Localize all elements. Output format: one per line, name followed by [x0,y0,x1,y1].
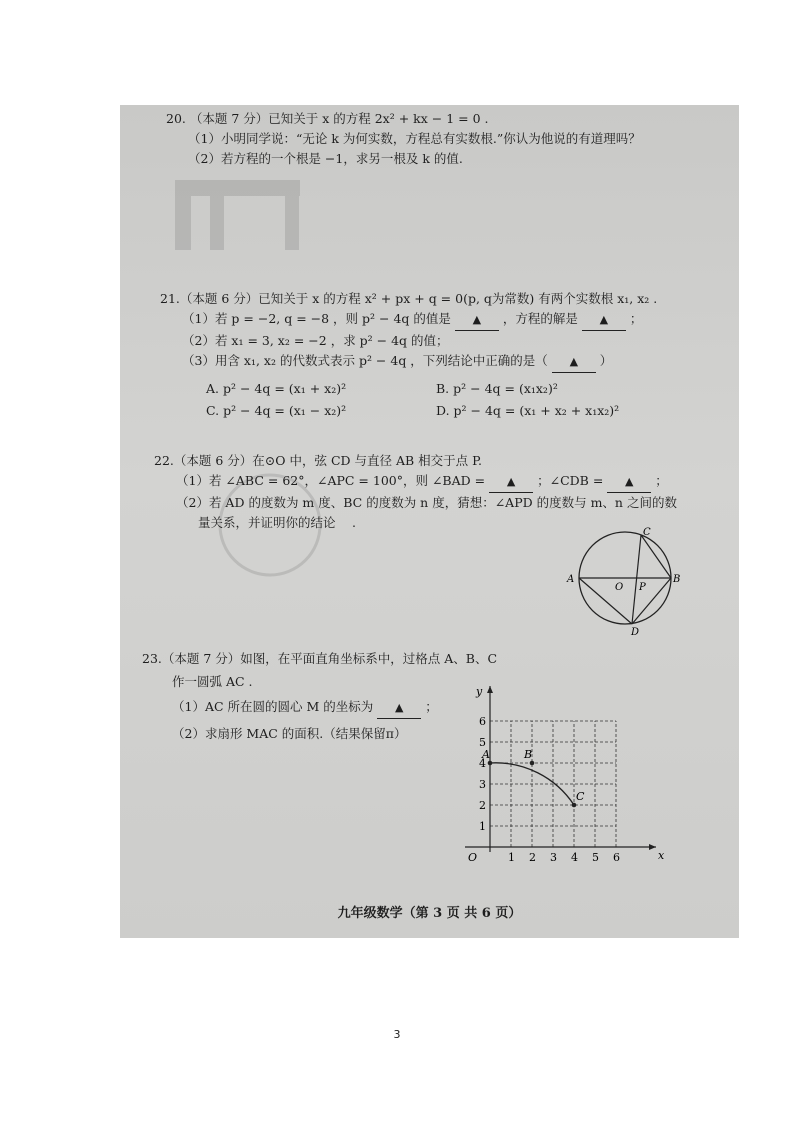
circle-figure [560,525,690,635]
point-label-a: A [482,748,490,761]
q21-part1-text-b: ，方程的解是 [502,311,578,326]
q21-part3 [160,351,657,373]
point-a [488,761,493,766]
page-footer: 九年级数学（第 3 页 共 6 页） [337,906,522,921]
q21-option-c: C. p² − 4q = (x₁ − x₂)² [206,403,347,418]
point-b [530,761,535,766]
question-22 [154,451,677,533]
q21-option-b: B. p² − 4q = (x₁x₂)² [436,381,558,396]
question-20 [166,109,641,169]
label-b: B [673,574,681,585]
chord-cd [632,535,641,624]
answer-blank[interactable] [455,309,499,331]
q23-part2: （2）求扇形 MAC 的面积.（结果保留π） [172,726,407,741]
x-axis-arrow [649,844,656,850]
q22-part1 [154,471,677,493]
answer-mark-icon: ▲ [569,355,579,368]
label-d: D [631,627,640,635]
q21-part1-end: ； [629,311,643,326]
y-tick-label: 6 [479,715,486,728]
q23-part1-end: ； [425,699,438,714]
answer-blank[interactable] [607,471,651,493]
label-a: A [567,574,575,585]
x-tick-label: 6 [613,851,620,864]
q21-part2: （2）若 x₁ = 3, x₂ = −2 ，求 p² − 4q 的值； [182,333,449,348]
label-p: P [639,582,646,593]
q21-part1 [160,309,657,331]
q22-title: 22.（本题 6 分）在⊙O 中，弦 CD 与直径 AB 相交于点 P. [154,453,482,468]
q22-part1-end: ； [655,473,668,488]
y-axis-arrow [487,686,493,693]
q23-line2: 作一圆弧 AC . [172,674,253,689]
q21-option-a: A. p² − 4q = (x₁ + x₂)² [206,381,347,396]
label-o: O [615,582,624,593]
y-tick-label: 3 [479,778,486,791]
q23-part1-text: （1）AC 所在圆的圆心 M 的坐标为 [172,699,374,714]
answer-blank[interactable] [377,697,421,719]
segment-cb [641,535,671,578]
answer-mark-icon: ▲ [625,475,634,488]
scanned-exam-page [120,105,739,938]
x-tick-label: 1 [508,851,515,864]
x-tick-label: 5 [592,851,599,864]
y-axis-label: y [476,685,483,698]
point-label-c: C [576,790,585,803]
q21-option-d: D. p² − 4q = (x₁ + x₂ + x₁x₂)² [436,403,620,418]
q22-part1-text-b: ；∠CDB = [537,473,604,488]
point-label-b: B [524,748,533,761]
q21-part3-end: ） [599,353,613,368]
x-tick-label: 3 [550,851,557,864]
y-tick-label: 5 [479,736,486,749]
q23-part1 [142,697,497,719]
q22-part1-text-a: （1）若 ∠ABC = 62°，∠APC = 100°，则 ∠BAD = [176,473,486,488]
x-tick-label: 2 [529,851,536,864]
origin-label: O [468,851,478,864]
y-tick-label: 2 [479,799,486,812]
question-23 [142,649,497,744]
coordinate-grid [460,677,670,877]
x-tick-label: 4 [571,851,578,864]
q20-title: 20. （本题 7 分）已知关于 x 的方程 2x² + kx − 1 = 0 . [166,111,489,126]
q20-part1: （1）小明同学说：“无论 k 为何实数，方程总有实数根.”你认为他说的有道理吗？ [188,131,641,146]
q21-title: 21.（本题 6 分）已知关于 x 的方程 x² + px + q = 0(p, q为常数) 有两个实数根 x₁, x₂ . [160,291,658,306]
x-axis-label: x [658,849,665,862]
q22-part2-line1: （2）若 AD 的度数为 m 度、BC 的度数为 n 度，猜想：∠APD 的度数与 m、n 之间的数 [176,495,677,510]
label-c: C [643,527,651,538]
y-tick-label: 4 [479,757,486,770]
q23-title: 23.（本题 7 分）如图，在平面直角坐标系中，过格点 A、B、C [142,651,498,666]
segment-ad [579,578,632,624]
answer-blank[interactable] [552,351,596,373]
y-tick-label: 1 [479,820,486,833]
q21-part1-text-a: （1）若 p = −2, q = −8 ，则 p² − 4q 的值是 [182,311,451,326]
answer-mark-icon: ▲ [599,313,609,326]
answer-blank[interactable] [582,309,626,331]
answer-mark-icon: ▲ [395,701,404,714]
q20-part2: （2）若方程的一个根是 −1，求另一根及 k 的值. [188,151,463,166]
question-21 [160,289,657,373]
answer-blank[interactable] [489,471,533,493]
point-c [572,803,577,808]
answer-mark-icon: ▲ [506,475,516,488]
q21-part3-text: （3）用含 x₁, x₂ 的代数式表示 p² − 4q ，下列结论中正确的是（ [182,353,548,368]
answer-mark-icon: ▲ [472,313,482,326]
q22-part2-line2: 量关系，并证明你的结论 . [198,515,356,530]
page-number: 3 [393,1028,401,1041]
